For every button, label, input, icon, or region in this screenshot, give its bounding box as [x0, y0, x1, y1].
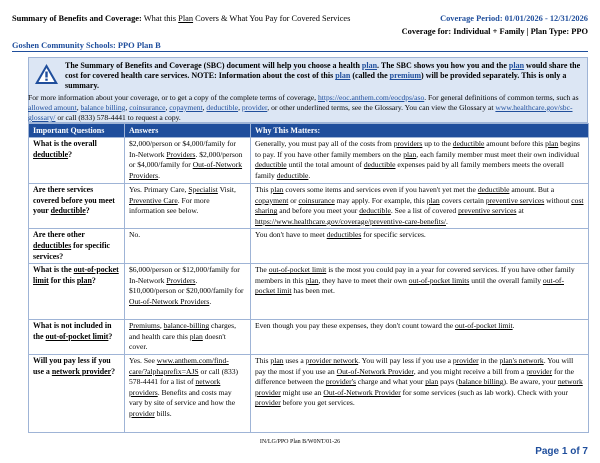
table-header-row: [29, 124, 589, 138]
glossary-link[interactable]: deductible: [50, 206, 86, 216]
question-cell: Are there services covered before you meet your deductible?: [29, 184, 125, 229]
page-number: Page 1 of 7: [535, 446, 588, 457]
coverage-for: Coverage for: Individual + Family | Plan Type: PPO: [401, 27, 588, 36]
glossary-term-link[interactable]: coinsurance: [129, 103, 166, 112]
why-cell: This plan covers some items and services even if you haven't yet met the deductible amount. But a copayment or coinsurance may apply. For example, this plan covers certain preventive services without cost sharing and before you meet your deductible. See a list of covered preventive services at https://www.healthcare.gov/coverage/preventive-care-benefits/.: [251, 184, 589, 229]
glossary-link[interactable]: plan's network: [499, 355, 544, 365]
glossary-term-link[interactable]: allowed amount: [28, 103, 77, 112]
question-cell: What is the out-of-pocket limit for this plan?: [29, 264, 125, 320]
glossary-link[interactable]: out-of-pocket limit: [255, 275, 564, 296]
glossary-link[interactable]: deductible: [33, 149, 69, 159]
glossary-link[interactable]: provider: [526, 366, 553, 376]
glossary-link[interactable]: Out-of-Network Provider: [336, 366, 414, 376]
column-header-answers: Answers: [125, 124, 251, 138]
glossary-link[interactable]: network providers: [129, 377, 221, 397]
glossary-link[interactable]: plan: [270, 185, 284, 194]
glossary-link[interactable]: copayment: [255, 195, 289, 205]
glossary-link[interactable]: deductible: [363, 160, 396, 170]
glossary-link[interactable]: provider: [255, 398, 281, 408]
glossary-link[interactable]: out-of-pocket limits: [408, 275, 470, 285]
glossary-term-link[interactable]: deductible: [206, 103, 239, 112]
document-title: Summary of Benefits and Coverage: What this Plan Covers & What You Pay for Covered Services: [12, 14, 351, 23]
glossary-link[interactable]: plan: [508, 61, 525, 70]
glossary-link[interactable]: deductible: [477, 185, 510, 194]
glossary-link[interactable]: out-of-pocket limit: [33, 265, 119, 285]
glossary-link[interactable]: premium: [389, 71, 422, 81]
glossary-link[interactable]: plan: [425, 377, 439, 387]
preventive-care-link[interactable]: https://www.healthcare.gov/coverage/preventive-care-benefits/: [255, 216, 446, 226]
table-row: [29, 320, 589, 355]
glossary-link[interactable]: cost sharing: [255, 195, 584, 216]
question-cell: Will you pay less if you use a network provider?: [29, 354, 125, 432]
table-row: [29, 184, 589, 229]
glossary-term-link[interactable]: provider: [241, 103, 268, 112]
coverage-period: Coverage Period: 01/01/2026 - 12/31/2026: [440, 14, 588, 23]
glossary-link[interactable]: Preventive Care: [129, 195, 178, 205]
form-code: IN/LG/PPO Plan B/W0NT/01-26: [259, 439, 341, 445]
column-header-why: Why This Matters:: [251, 124, 589, 138]
glossary-link[interactable]: plan: [270, 355, 284, 365]
glossary-link[interactable]: deductible: [452, 139, 485, 148]
glossary-link[interactable]: Out-of-Network Providers: [129, 296, 210, 306]
answer-cell: Yes. See www.anthem.com/find-care/?alphaprefix=AJS or call (833) 578-4441 for a list of network providers. Benefits and costs may vary by site of service and how the provider bills.: [125, 354, 251, 432]
table-row: [29, 229, 589, 264]
notice-summary-text: The Summary of Benefits and Coverage (SBC) document will help you choose a health plan. The SBC shows you how you and the plan would share the cost for covered health care services. NOTE: Information about the cost of this plan (called the premium) will be provided separately. This is only a summary.: [65, 61, 581, 91]
glossary-term-link[interactable]: balance billing: [80, 103, 126, 112]
question-cell: Are there other deductibles for specific services?: [29, 229, 125, 264]
table-row: [29, 264, 589, 320]
glossary-link[interactable]: Premiums: [129, 321, 160, 331]
why-cell: Generally, you must pay all of the costs from providers up to the deductible amount before this plan begins to pay. If you have other family members on the plan, each family member must meet their own individual deductible until the total amount of deductible expenses paid by all family members meets the overall family deductible.: [251, 138, 589, 184]
glossary-link[interactable]: deductible: [276, 170, 309, 180]
glossary-link[interactable]: provider: [452, 355, 479, 365]
glossary-link[interactable]: out-of-pocket limit: [455, 321, 513, 331]
warning-triangle-icon: [34, 63, 59, 85]
eoc-link[interactable]: https://eoc.anthem.com/eocdps/aso: [317, 93, 425, 102]
glossary-link[interactable]: balance-billing: [163, 321, 210, 331]
glossary-link[interactable]: deductibles: [33, 240, 72, 250]
glossary-link[interactable]: balance billing: [458, 377, 504, 387]
glossary-link-plan[interactable]: Plan: [178, 14, 194, 23]
glossary-link[interactable]: deductible: [359, 206, 391, 216]
glossary-link[interactable]: preventive services: [458, 206, 517, 216]
glossary-link[interactable]: Providers: [166, 149, 196, 159]
question-cell: What is not included in the out-of-pocket limit?: [29, 320, 125, 355]
sbc-header: [12, 14, 588, 48]
glossary-link[interactable]: plan: [403, 149, 417, 159]
glossary-link[interactable]: provider's: [325, 377, 356, 387]
glossary-link[interactable]: Out-of-Network Provider: [323, 387, 401, 397]
sbc-benefits-table: [28, 123, 589, 433]
table-row: [29, 138, 589, 184]
glossary-link[interactable]: Providers: [166, 275, 196, 285]
glossary-link[interactable]: plan: [545, 139, 559, 148]
glossary-link[interactable]: plan: [189, 331, 203, 341]
answer-cell: $2,000/person or $4,000/family for In-Network Providers. $2,000/person or $4,000/family for Out-of-Network Providers.: [125, 138, 251, 184]
glossary-site-link[interactable]: www.healthcare.gov/sbc-glossary/: [28, 103, 573, 122]
glossary-link[interactable]: out-of-pocket limit: [45, 331, 109, 341]
glossary-link[interactable]: deductible: [255, 160, 287, 170]
glossary-link[interactable]: plan: [426, 195, 440, 205]
glossary-link[interactable]: provider network: [305, 355, 359, 365]
question-cell: What is the overall deductible?: [29, 138, 125, 184]
why-cell: The out-of-pocket limit is the most you could pay in a year for covered services. If you have other family members in this plan, they have to meet their own out-of-pocket limits until the overall family out-of-pocket limit has been met.: [251, 264, 589, 320]
glossary-link[interactable]: plan: [335, 71, 351, 81]
glossary-link[interactable]: network provider: [51, 366, 112, 376]
glossary-link[interactable]: plan: [76, 275, 92, 285]
glossary-link[interactable]: Specialist: [188, 185, 218, 194]
why-cell: You don't have to meet deductibles for specific services.: [251, 229, 589, 264]
glossary-link[interactable]: plan: [361, 61, 378, 70]
answer-cell: No.: [125, 229, 251, 264]
glossary-link[interactable]: providers: [393, 139, 423, 148]
notice-details-text: For more information about your coverage, or to get a copy of the complete terms of coverage, https://eoc.anthem.com/eocdps/aso. For general definitions of common terms, such as allowed amount, balance billing, coinsurance, copayment, deductible, provider, or other underlined terms, see the Glossary. You can view the Glossary at www.healthcare.gov/sbc-glossary/ or call (833) 578-4441 to request a copy.: [28, 93, 579, 122]
glossary-link[interactable]: coinsurance: [298, 195, 335, 205]
glossary-link[interactable]: out-of-pocket limit: [268, 265, 327, 275]
answer-cell: Premiums, balance-billing charges, and health care this plan doesn't cover.: [125, 320, 251, 355]
column-header-questions: Important Questions: [29, 124, 125, 138]
glossary-link[interactable]: provider: [129, 408, 155, 418]
why-cell: Even though you pay these expenses, they don't count toward the out-of-pocket limit.: [251, 320, 589, 355]
answer-cell: $6,000/person or $12,000/family for In-Network Providers. $10,000/person or $20,000/family for Out-of-Network Providers.: [125, 264, 251, 320]
why-cell: This plan uses a provider network. You will pay less if you use a provider in the plan's network. You will pay the most if you use an Out-of-Network Provider, and you might receive a bill from a provider for the difference between the provider's charge and what your plan pays (balance billing). Be aware, your network provider might use an Out-of-Network Provider for some services (such as lab work). Check with your provider before you get services.: [251, 354, 589, 432]
glossary-link[interactable]: network provider: [255, 377, 583, 397]
table-row: [29, 354, 589, 432]
find-care-link[interactable]: www.anthem.com/find-care/?alphaprefix=AJS: [129, 355, 229, 376]
glossary-link[interactable]: deductibles: [326, 230, 362, 240]
answer-cell: Yes. Primary Care, Specialist Visit, Preventive Care. For more information see below.: [125, 184, 251, 229]
glossary-link[interactable]: preventive services: [485, 195, 545, 205]
glossary-link[interactable]: plan: [305, 275, 319, 285]
glossary-term-link[interactable]: copayment: [169, 103, 203, 112]
glossary-link[interactable]: Out-of-Network Providers: [129, 160, 243, 180]
plan-name: Goshen Community Schools: PPO Plan B: [12, 41, 161, 50]
header-divider: [12, 51, 588, 52]
